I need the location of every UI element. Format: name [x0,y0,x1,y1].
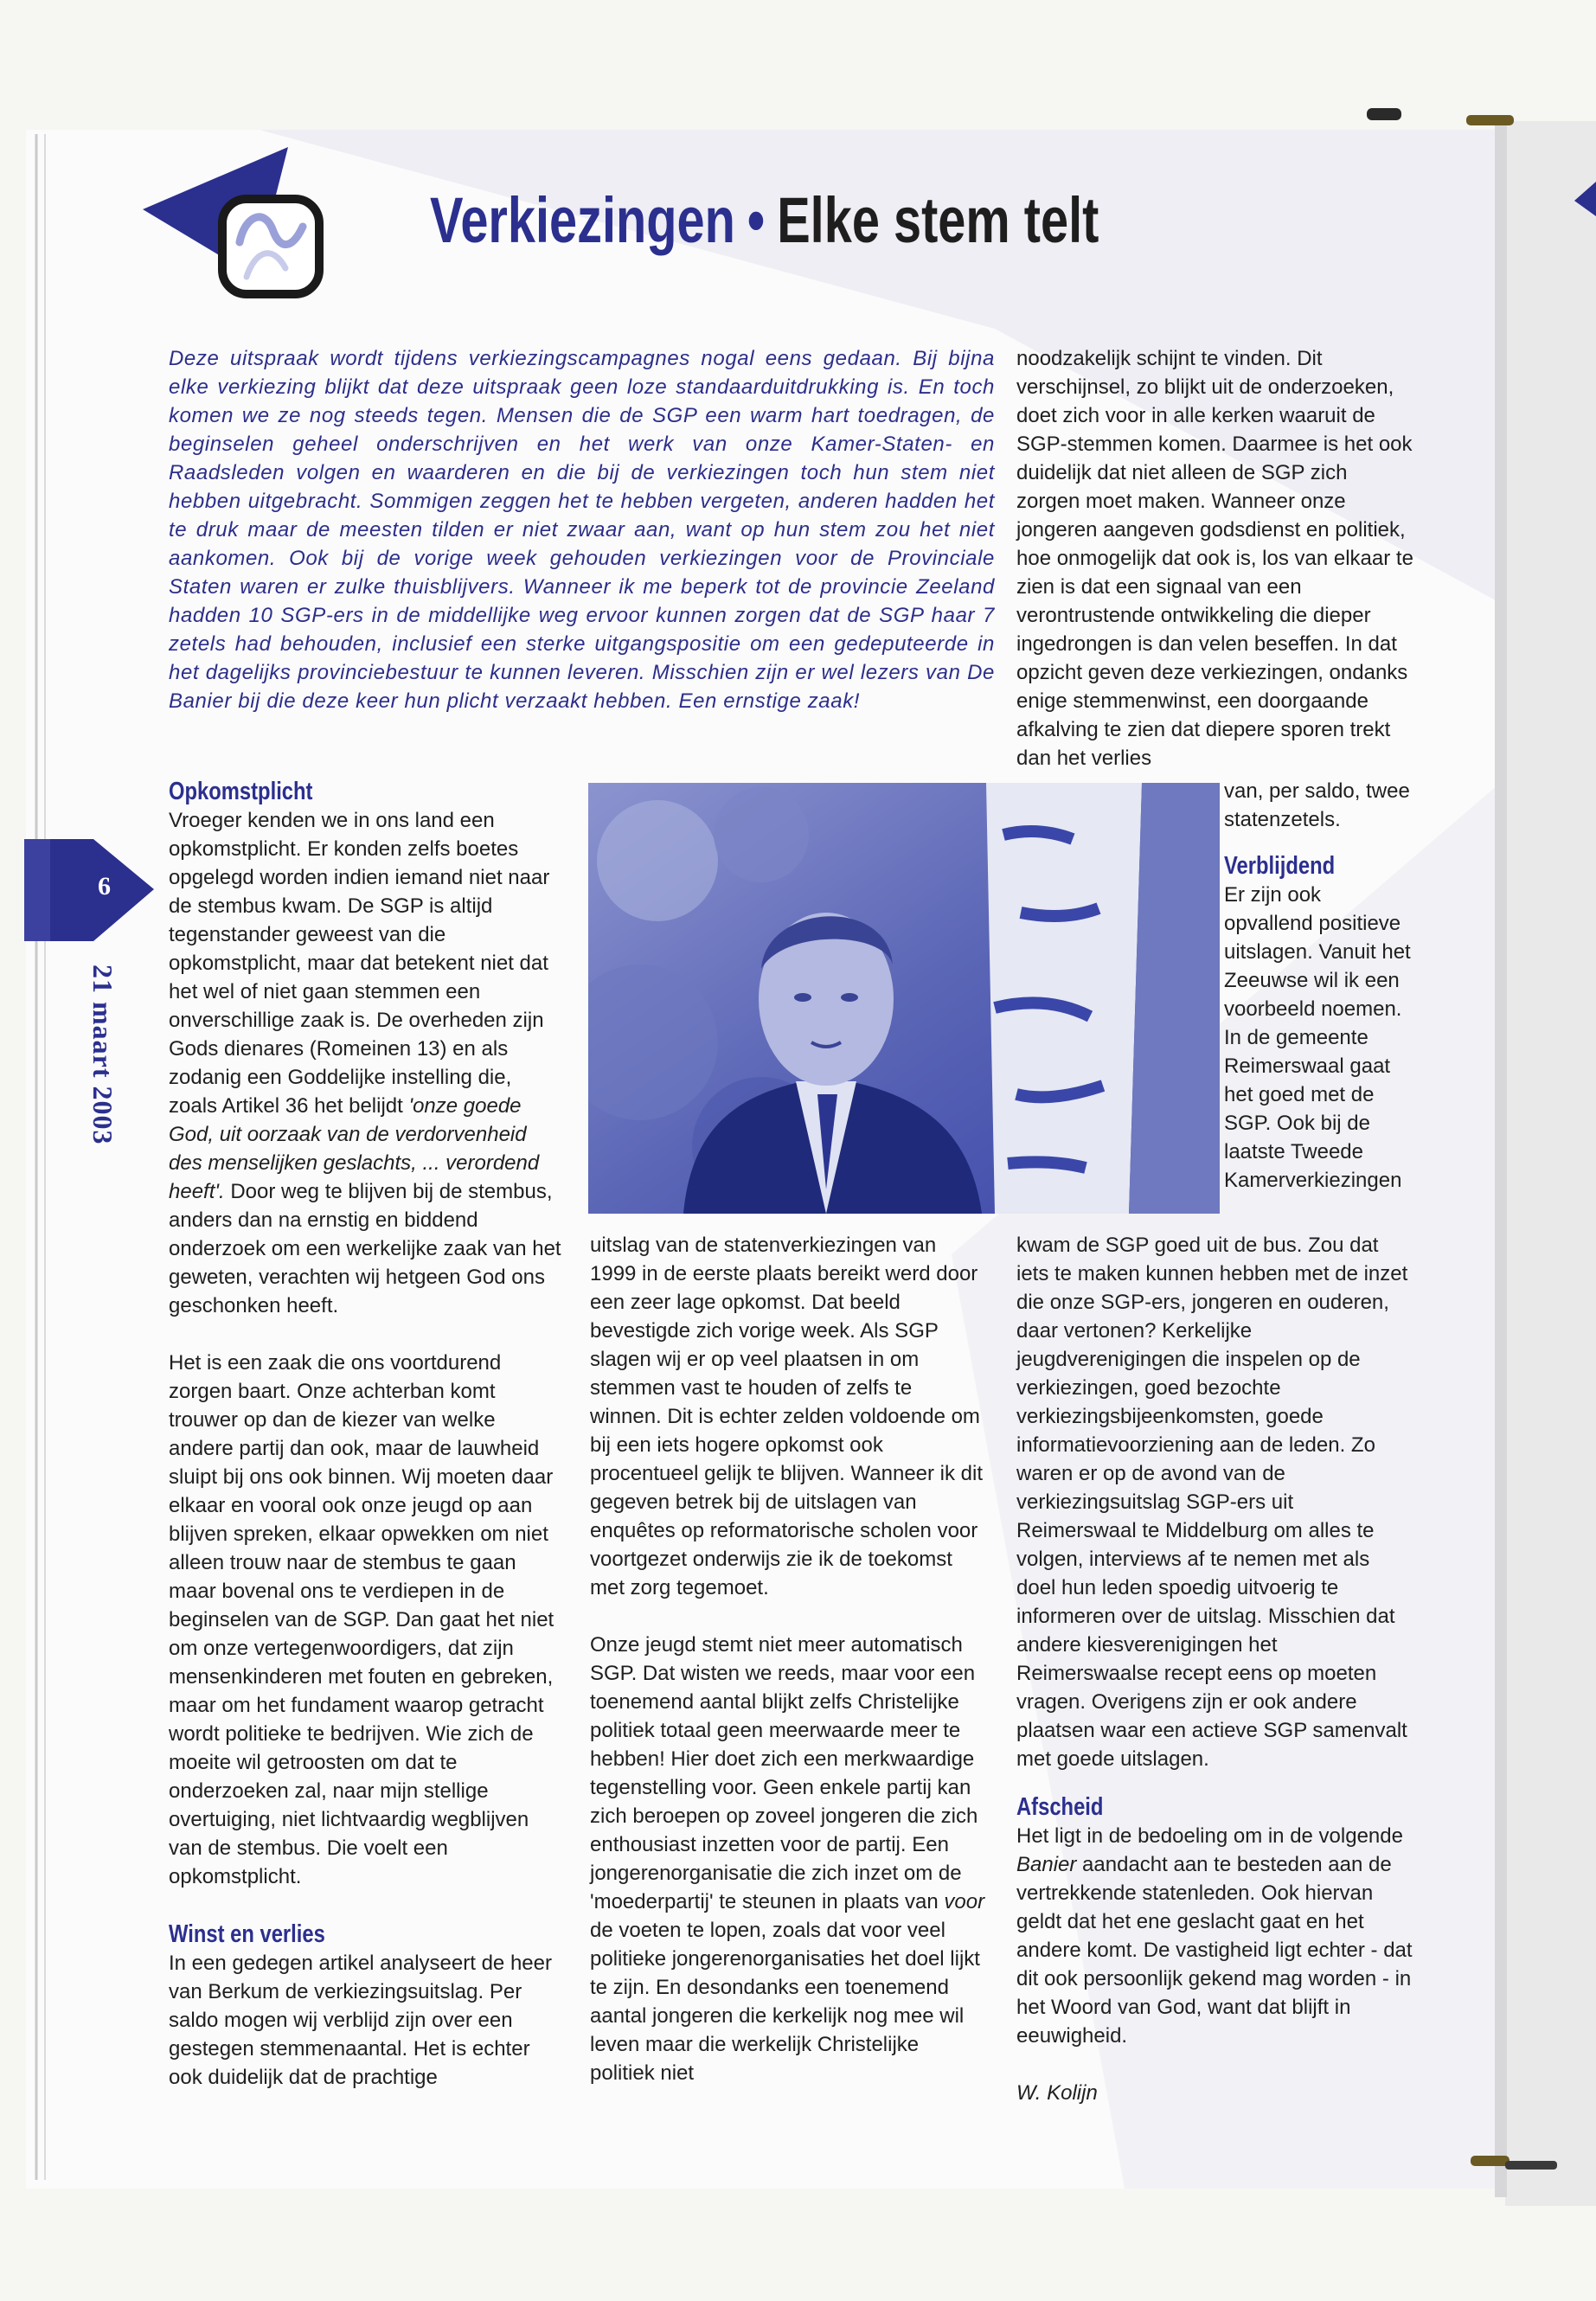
paragraph [169,806,562,1320]
issue-date: 21 maart 2003 [87,965,119,1145]
paragraph-text: aandacht aan te besteden aan de vertrekkende statenleden. Ook hiervan geldt dat het ene geslacht gaat en het andere komt. De vastigheid ligt echter - dat dit ook persoonlijk gekend mag worden - in het Woord van God, want dat blijft in eeuwigheid. [1016,1853,1413,2048]
page-number-tab [24,839,154,943]
heading-opkomstplicht: Opkomstplicht [169,778,313,805]
paragraph: Het is een zaak die ons voortdurend zorgen baart. Onze achterban komt trouwer op dan de kiezer van welke andere partij dan ook, maar de lauwheid sluipt bij ons ook binnen. Wij moeten daar elkaar en vooral ook onze jeugd op aan blijven spreken, elkaar opwekken om niet alleen trouw naar de stembus te gaan maar bovenal ons te verdiepen in de beginselen van de SGP. Dan gaat het niet om onze vertegenwoordigers, dat zijn mensenkinderen met fouten en gebreken, maar om het fundament waarop getracht wordt politieke te bedrijven. Wie zich de moeite wil getroosten om dat te onderzoeken zal, naar mijn stellige overtuiging, niet lichtvaardig wegblijven van de stembus. Die voelt een opkomstplicht. [169,1351,554,1888]
page-number: 6 [98,872,111,901]
paragraph-text: Vroeger kenden we in ons land een opkomstplicht. Er konden zelfs boetes opgelegd worden indien iemand niet naar de stembus kwam. De SGP is altijd tegenstander geweest van die opkomstplicht, maar dat betekent niet dat het wel of niet gaan stemmen een onverschillige zaak is. De overheden zijn Gods dienares (Romeinen 13) en als zodanig een Goddelijke instelling die, zoals Artikel 36 het belijdt [169,809,550,1118]
title-part-2: Elke stem telt [777,184,1099,256]
paragraph: kwam de SGP goed uit de bus. Zou dat iets te maken kunnen hebben met de inzet die onze SGP-ers, jongeren en ouderen, daar vertonen? Kerkelijke jeugdverenigingen die inspelen op de verkiezingen, goed bezochte verkiezingsbijeenkomsten, goede informatievoorziening aan de leden. Zo waren er op de avond van de verkiezingsuitslag SGP-ers uit Reimerswaal te Middelburg om alles te volgen, interviews af te nemen met als doel hun leden spoedig uitvoerig te informeren over de uitslag. Misschien dat andere kiesverenigingen het Reimerswaalse recept eens op moeten vragen. Overigens zijn er ook andere plaatsen waar een actieve SGP samenvalt met goede uitslagen. [1016,1234,1408,1771]
column-3-bottom [1016,1231,1414,2107]
banier-logo [143,147,350,320]
title-separator: • [747,184,766,256]
heading-winst-en-verlies: Winst en verlies [169,1920,325,1948]
intro-paragraph: Deze uitspraak wordt tijdens verkiezingscampagnes nogal eens gedaan. Bij bijna elke verkiezing blijkt dat deze uitspraak geen loze standaarduitdrukking is. En toch komen we ze nog steeds tegen. Mensen die de SGP een warm hart toedragen, de beginselen geheel onderschrijven en het werk van onze Kamer-Staten- en Raadsleden volgen en waarderen en die bij de verkiezingen toch hun stem niet hebben uitgebracht. Sommigen zeggen het te hebben vergeten, anderen hadden het te druk maar de meesten tilden er niet zwaar aan, want op hun stem zou het niet aankomen. Ook bij de vorige week gehouden verkiezingen voor de Provinciale Staten waren er zulke thuisblijvers. Wanneer ik me beperk tot de provincie Zeeland hadden 10 SGP-ers in de middellijke weg ervoor kunnen zorgen dat de SGP haar 7 zetels had behouden, inclusief een sterke uitgangspositie om een gedeputeerde in het dagelijks provinciebestuur te kunnen leveren. Misschien zijn er wel lezers van De Banier bij die deze keer hun plicht verzaakt hebben. Een ernstige zaak! [169,347,995,713]
article-quote: 'onze goede God, uit oorzaak van de verdorvenheid des menselijken geslachts, ... verordend heeft'. [169,1094,540,1203]
heading-afscheid: Afscheid [1016,1793,1104,1821]
paragraph: Er zijn ook opvallend positieve uitslagen. Vanuit het Zeeuwse wil ik een voorbeeld noemen. In de gemeente Reimerswaal gaat het goed met de SGP. Ook bij de laatste Tweede Kamerverkiezingen [1224,883,1411,1192]
author-signature: W. Kolijn [1016,2081,1098,2105]
column-3-wrap [1224,777,1414,1195]
column-3-top [1016,344,1414,772]
paragraph-text: Onze jeugd stemt niet meer automatisch SGP. Dat wisten we reeds, maar voor een toenemend aantal blijkt zelfs Christelijke politiek totaal geen meerwaarde meer te hebben! Hier doet zich een merkwaardige tegenstelling voor. Geen enkele partij kan zich beroepen op zoveel jongeren die zich enthousiast inzetten voor de partij. Een jongerenorganisatie die zich inzet om de 'moederpartij' te steunen in plaats van [590,1633,978,1913]
paragraph: In een gedegen artikel analyseert de heer van Berkum de verkiezingsuitslag. Per saldo mogen wij verblijd zijn over een gestegen stemmenaantal. Het is echter ook duidelijk dat de prachtige [169,1952,552,2089]
paragraph: uitslag van de statenverkiezingen van 1999 in de eerste plaats bereikt werd door een zeer lage opkomst. Dat beeld bevestigde zich vorige week. Als SGP slagen wij er op veel plaatsen in om stemmen vast te houden of zelfs te winnen. Dit is echter zelden voldoende om bij een iets hogere opkomst ook procentueel gelijk te blijven. Wanneer ik dit gegeven betrek bij de uitslagen van enquêtes op reformatorische scholen voor voortgezet onderwijs zie ik de toekomst met zorg tegemoet. [590,1234,984,1599]
page-title [430,184,1240,256]
heading-verblijdend: Verblijdend [1224,852,1336,880]
portrait-photo [588,783,1220,1214]
paragraph-text: Het ligt in de bedoeling om in de volgende [1016,1824,1403,1848]
paragraph: noodzakelijk schijnt te vinden. Dit verschijnsel, zo blijkt uit de onderzoeken, doet zich voor in alle kerken waaruit de SGP-stemmen komen. Daarmee is het ook duidelijk dat niet alleen de SGP zich zorgen moet maken. Wanneer onze jongeren aangeven godsdienst en politiek, hoe onmogelijk dat ook is, los van elkaar te zien is dat een signaal van een verontrustende ontwikkeling die dieper ingedrongen is dan velen beseffen. In dat opzicht geven deze verkiezingen, ondanks enige stemmenwinst, een doorgaande afkalving te zien dat diepere sporen trekt dan het verlies [1016,347,1413,770]
paragraph-text: Door weg te blijven bij de stembus, anders dan na ernstig en biddend onderzoek om een werkelijke zaak van het geweten, verachten wij hetgeen God ons geschonken heeft. [169,1180,561,1317]
paragraph: van, per saldo, twee statenzetels. [1224,779,1410,831]
paragraph [590,1631,988,2087]
title-part-1: Verkiezingen [430,184,735,256]
column-2 [590,1231,988,2087]
paragraph-text: de voeten te lopen, zoals dat voor veel politieke jongerenorganisaties het doel lijkt te zijn. En desondanks een toenemend aantal jongeren die kerkelijk nog mee wil leven maar die werkelijk Christelijke politiek niet [590,1919,980,2085]
paragraph-emphasis: Banier [1016,1853,1077,1876]
paragraph [1016,1822,1414,2050]
column-1 [169,777,562,2092]
paragraph-emphasis: voor [944,1890,985,1913]
